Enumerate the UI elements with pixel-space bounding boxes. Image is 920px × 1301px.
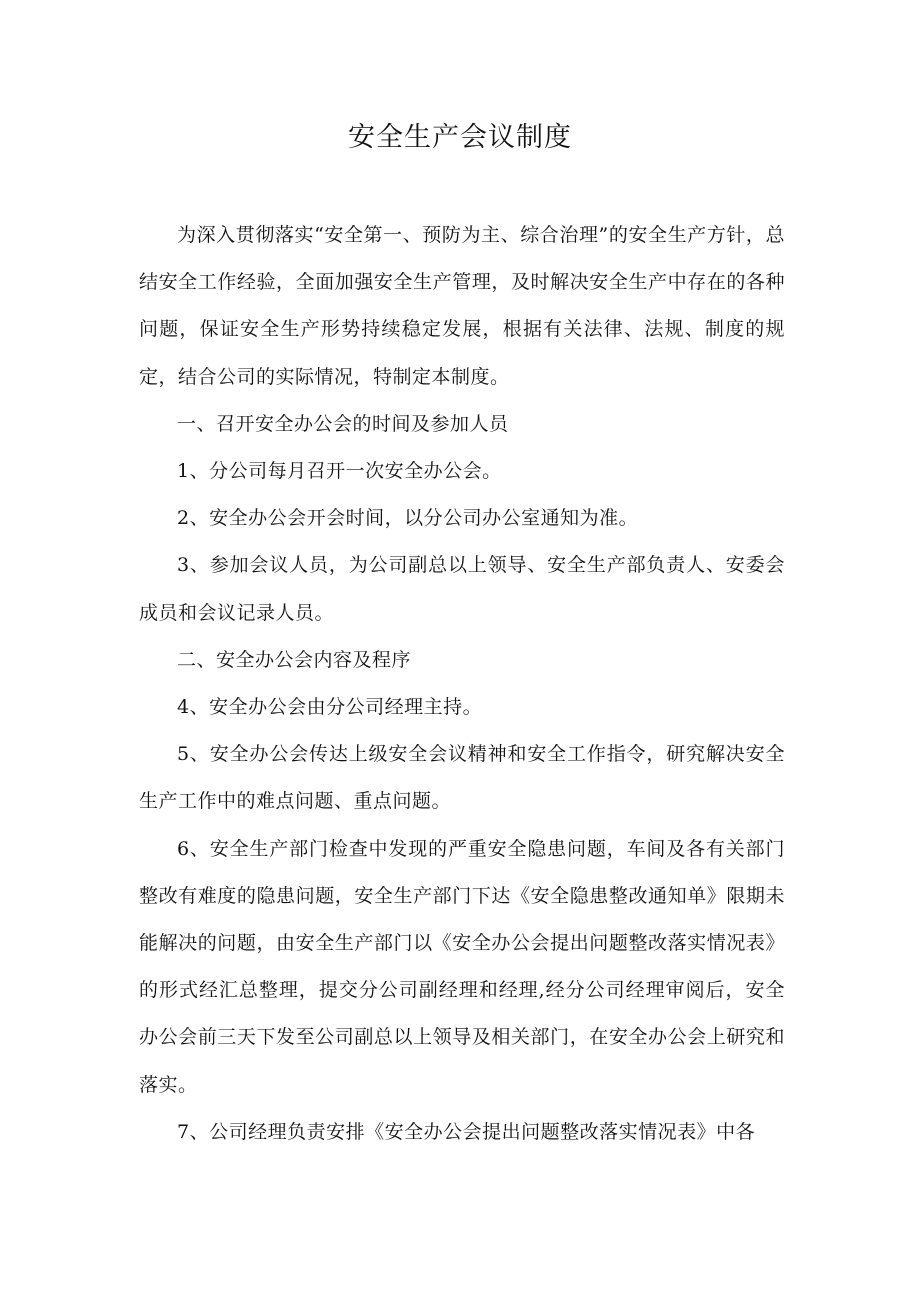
section-heading-1: 一、召开安全办公会的时间及参加人员 bbox=[177, 412, 509, 435]
document-body bbox=[139, 212, 785, 1156]
clause-6: 6、安全生产部门检查中发现的严重安全隐患问题，车间及各有关部门整改有难度的隐患问题，安全生产部门下达《安全隐患整改通知单》限期未能解决的问题，由安全生产部门以《安全办公会提出问题整改落实情况表》的形式经汇总整理，提交分公司副经理和经理,经分公司经理审阅后，安全办公会前三天下发至公司副总以上领导及相关部门，在安全办公会上研究和落实。 bbox=[139, 837, 785, 1096]
document-title: 安全生产会议制度 bbox=[348, 122, 572, 153]
clause-5: 5、安全办公会传达上级安全会议精神和安全工作指令，研究解决安全生产工作中的难点问题、重点问题。 bbox=[139, 743, 785, 813]
section-heading-2: 二、安全办公会内容及程序 bbox=[177, 648, 412, 671]
clause-4: 4、安全办公会由分公司经理主持。 bbox=[177, 696, 483, 719]
clause-3: 3、参加会议人员，为公司副总以上领导、安全生产部负责人、安委会成员和会议记录人员。 bbox=[139, 554, 785, 624]
paragraph-intro: 为深入贯彻落实“安全第一、预防为主、综合治理”的安全生产方针，总结安全工作经验，全面加强安全生产管理，及时解决安全生产中存在的各种问题，保证安全生产形势持续稳定发展，根据有关法律、法规、制度的规定，结合公司的实际情况，特制定本制度。 bbox=[139, 224, 785, 388]
clause-7: 7、公司经理负责安排《安全办公会提出问题整改落实情况表》中各 bbox=[177, 1120, 756, 1143]
clause-1: 1、分公司每月召开一次安全办公会。 bbox=[177, 460, 502, 483]
clause-2: 2、安全办公会开会时间，以分公司办公室通知为准。 bbox=[177, 507, 639, 530]
